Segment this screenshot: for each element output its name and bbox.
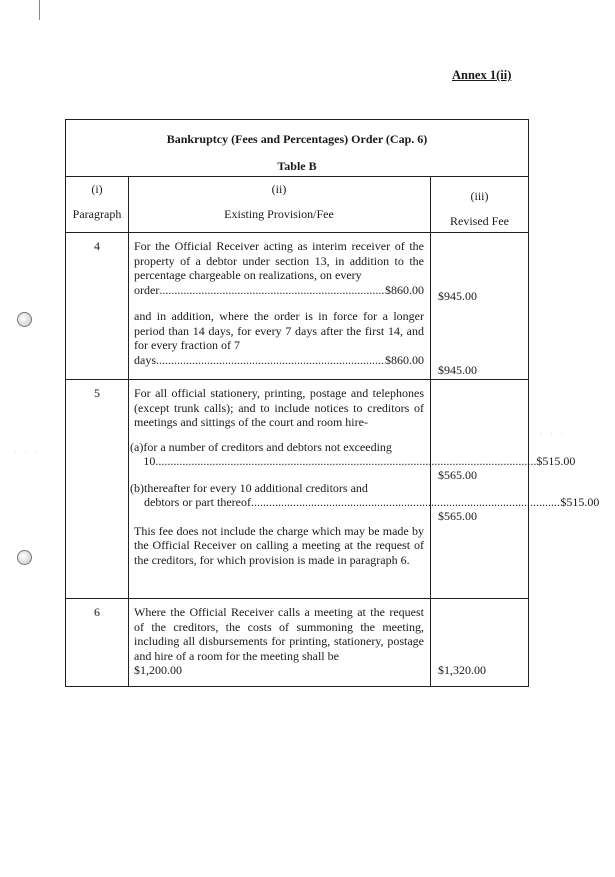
punch-hole-icon: [17, 312, 32, 327]
revised-fee: $565.00: [438, 468, 477, 482]
revised-fee-cell: [431, 380, 528, 598]
sub-item-label: (a): [130, 439, 144, 454]
table-subtitle: Table B: [277, 159, 317, 173]
column-label: Revised Fee: [450, 214, 509, 228]
column-number: (i): [91, 182, 103, 196]
column-number: (iii): [470, 189, 489, 203]
table-row: [66, 380, 600, 599]
leader-dots: [159, 283, 385, 298]
provision-fee-line: [134, 283, 424, 298]
column-number: (ii): [271, 182, 287, 196]
paragraph-number: 4: [66, 233, 129, 379]
table-header-row: [66, 177, 528, 233]
lead-text: debtors or part thereof: [144, 495, 251, 509]
existing-fee: $860.00: [385, 282, 424, 297]
column-label: Existing Provision/Fee: [224, 206, 334, 221]
existing-fee: $515.00: [536, 454, 576, 468]
revised-fee: $565.00: [438, 509, 477, 523]
lead-text: 10: [143, 454, 156, 468]
sub-item-body: [144, 481, 599, 510]
punch-hole-icon: [17, 550, 32, 565]
provision-fee-line: [144, 495, 599, 510]
scan-specks: · · ·: [540, 430, 566, 438]
provision-text: thereafter for every 10 additional creditors and: [144, 480, 368, 495]
sub-item-label: (b): [130, 480, 144, 495]
fee-table: [65, 119, 600, 687]
revised-fee-cell: [431, 233, 528, 379]
provision-fee-line: [134, 353, 424, 368]
column-header-revised: [431, 177, 528, 232]
leader-dots: [156, 353, 385, 368]
provision-text: and in addition, where the order is in force for a longer period than 14 days, for every 7 days after the first 14, and for every fraction of 7: [134, 309, 424, 352]
scan-specks: · · ·: [14, 448, 40, 456]
scan-edge-mark: [39, 0, 40, 20]
provision-text: Where the Official Receiver calls a meeting at the request of the creditors, the costs of summoning the meeting, including all disbursements for printing, stationery, postage and hire of a room for the meeting shall be: [134, 605, 424, 663]
paragraph-number: 5: [66, 380, 129, 598]
revised-fee: $945.00: [438, 363, 477, 377]
table-row: [66, 599, 528, 687]
paragraph-number: 6: [66, 599, 129, 686]
table-title-block: [66, 120, 528, 177]
revised-fee: $1,320.00: [438, 663, 486, 677]
table-title: Bankruptcy (Fees and Percentages) Order (Cap. 6): [166, 132, 428, 146]
revised-fee-cell: [431, 599, 528, 686]
sub-item-a: [130, 439, 576, 469]
column-header-provision: [129, 177, 431, 232]
provision-cell: [129, 233, 431, 379]
existing-fee: $515.00: [560, 495, 600, 509]
column-header-paragraph: [66, 177, 129, 232]
provision-cell: [129, 599, 431, 686]
existing-fee: $860.00: [385, 352, 424, 367]
provision-note: This fee does not include the charge which may be made by the Official Receiver on calling a meeting at the request of the creditors, for which provision is made in paragraph 6.: [134, 523, 424, 567]
table-row: [66, 233, 528, 380]
column-label: Paragraph: [72, 207, 122, 221]
sub-item-b: [130, 480, 600, 510]
annex-label: Annex 1(ii): [452, 68, 512, 82]
provision-text: for a number of creditors and debtors not exceeding: [143, 439, 392, 454]
existing-fee: $1,200.00: [134, 663, 182, 677]
revised-fee: $945.00: [438, 289, 477, 303]
lead-text: days: [134, 352, 156, 367]
provision-text: For the Official Receiver acting as interim receiver of the property of a debtor under section 13, in addition to the percentage chargeable on realizations, on every: [134, 239, 424, 282]
lead-text: order: [134, 282, 160, 297]
provision-text: For all official stationery, printing, postage and telephones (except trunk calls); and to include notices to creditors of meetings and sittings of the court and room hire-: [134, 386, 424, 429]
